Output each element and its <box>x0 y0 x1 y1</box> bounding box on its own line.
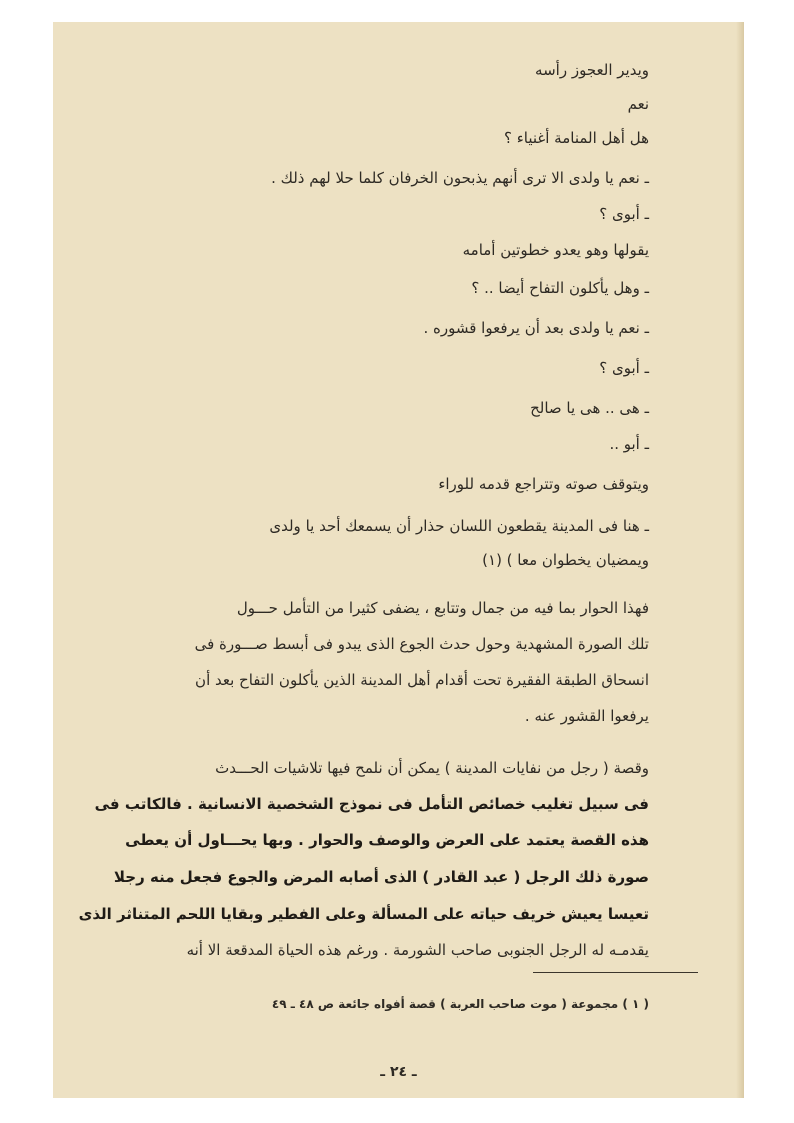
paragraph-line: تلك الصورة المشهدية وحول حدث الجوع الذى يبدو فى أبسط صـــورة فى <box>194 635 649 653</box>
paragraph-line: يرفعوا القشور عنه . <box>524 707 649 725</box>
scanned-page <box>53 22 744 1098</box>
dialogue-line: ـ هى .. هى يا صالح <box>530 399 649 417</box>
dialogue-line: نعم <box>627 95 649 113</box>
dialogue-line: ويدير العجوز رأسه <box>535 61 649 79</box>
dialogue-line: ـ وهل يأكلون التفاح أيضا .. ؟ <box>471 279 649 297</box>
paragraph-line: صورة ذلك الرجل ( عبد القادر ) الذى أصابه المرض والجوع فجعل منه رجلا <box>113 868 649 886</box>
dialogue-line: ـ نعم يا ولدى بعد أن يرفعوا قشوره . <box>423 319 649 337</box>
paragraph-line: يقدمـه له الرجل الجنوبى صاحب الشورمة . ورغم هذه الحياة المدقعة الا أنه <box>186 941 649 959</box>
dialogue-line: ـ هنا فى المدينة يقطعون اللسان حذار أن يسمعك أحد يا ولدى <box>269 517 649 535</box>
paragraph-line: وقصة ( رجل من نفايات المدينة ) يمكن أن نلمح فيها تلاشيات الحـــدث <box>215 759 649 777</box>
dialogue-line: هل أهل المنامة أغنياء ؟ <box>503 129 649 147</box>
page-edge-shadow <box>736 22 744 1098</box>
paragraph-line: انسحاق الطبقة الفقيرة تحت أقدام أهل المدينة الذين يأكلون التفاح بعد أن <box>195 671 649 689</box>
dialogue-line: يقولها وهو يعدو خطوتين أمامه <box>462 241 649 259</box>
footnote-rule <box>533 972 698 973</box>
dialogue-line: ـ أبوى ؟ <box>599 205 649 223</box>
paragraph-line: تعيسا يعيش خريف حياته على المسألة وعلى الفطير وبقايا اللحم المتناثر الذى <box>78 905 649 923</box>
dialogue-line: ويمضيان يخطوان معا ) (١) <box>482 551 649 569</box>
dialogue-line: ـ أبوى ؟ <box>599 359 649 377</box>
footnote: ( ١ ) مجموعة ( موت صاحب العربة ) قصة أفواه جائعة ص ٤٨ ـ ٤٩ <box>271 997 649 1011</box>
paragraph-line: هذه القصة يعتمد على العرض والوصف والحوار . وبها يحـــاول أن يعطى <box>125 831 649 849</box>
page-number: ـ ٢٤ ـ <box>380 1064 417 1080</box>
paragraph-line: فى سبيل تغليب خصائص التأمل فى نموذج الشخصية الانسانية . فالكاتب فى <box>94 795 649 813</box>
dialogue-line: ويتوقف صوته وتتراجع قدمه للوراء <box>438 475 649 493</box>
paragraph-line: فهذا الحوار بما فيه من جمال وتتابع ، يضفى كثيرا من التأمل حـــول <box>236 599 649 617</box>
dialogue-line: ـ أبو .. <box>609 435 649 453</box>
dialogue-line: ـ نعم يا ولدى الا ترى أنهم يذبحون الخرفان كلما حلا لهم ذلك . <box>271 169 649 187</box>
